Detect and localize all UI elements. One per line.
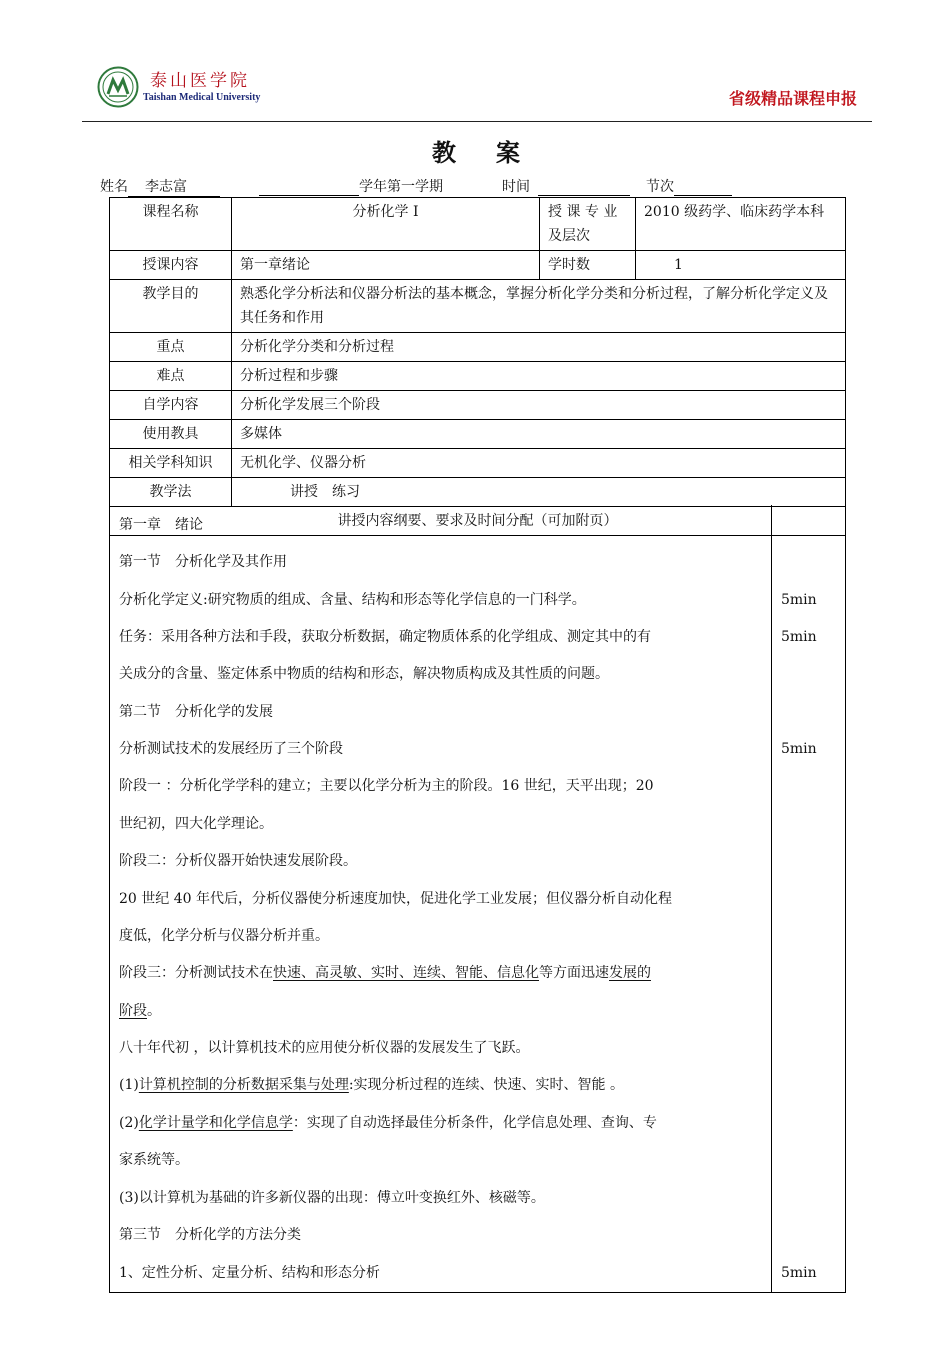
section-1-title: 第一节 分析化学及其作用 bbox=[119, 554, 287, 570]
time-column-divider bbox=[771, 505, 772, 1292]
point-1-underlined: 计算机控制的分析数据采集与处理 bbox=[138, 1077, 349, 1093]
declaration-title: 省级精品课程申报 bbox=[728, 89, 857, 108]
year-blank bbox=[259, 179, 359, 196]
name-value: 李志富 bbox=[128, 176, 220, 197]
time-allocation: 5min bbox=[781, 1265, 817, 1281]
point-2-line1 bbox=[119, 1113, 769, 1133]
stage3-underlined-stage: 阶段 bbox=[119, 1003, 147, 1019]
table-row bbox=[110, 362, 846, 391]
major-label: 授 课 专 业 及层次 bbox=[540, 198, 636, 251]
term-label: 学年第一学期 bbox=[359, 179, 443, 195]
time-field bbox=[502, 176, 630, 196]
university-logo bbox=[97, 66, 139, 108]
header-divider bbox=[82, 121, 872, 122]
stage3-line2 bbox=[119, 1001, 769, 1021]
content-value: 第一章绪论 bbox=[232, 251, 540, 280]
university-name-cn: 泰山医学院 bbox=[150, 71, 250, 91]
time-allocation: 5min bbox=[781, 629, 817, 645]
point-2-underlined: 化学计量学和化学信息学 bbox=[138, 1115, 293, 1131]
related-value: 无机化学、仪器分析 bbox=[232, 449, 846, 478]
hours-label: 学时数 bbox=[540, 251, 636, 280]
eighties-text: 八十年代初 ，以计算机技术的应用使分析仪器的发展发生了飞跃。 bbox=[119, 1040, 530, 1056]
name-field bbox=[100, 176, 220, 197]
stage3-prefix: 阶段三：分析测试技术在 bbox=[119, 965, 273, 981]
definition-text: 分析化学定义:研究物质的组成、含量、结构和形态等化学信息的一门科学。 bbox=[119, 592, 586, 608]
point-1 bbox=[119, 1075, 769, 1095]
table-row bbox=[110, 478, 846, 507]
stage3-end: 。 bbox=[147, 1003, 161, 1019]
key-value: 分析化学分类和分析过程 bbox=[232, 333, 846, 362]
related-label: 相关学科知识 bbox=[110, 449, 232, 478]
point-2-line2: 家系统等。 bbox=[119, 1152, 189, 1168]
key-label: 重点 bbox=[110, 333, 232, 362]
purpose-value: 熟悉化学分析法和仪器分析法的基本概念，掌握分析化学分类和分析过程，了解分析化学定义及其任务和作用 bbox=[232, 280, 846, 333]
session-label: 节次 bbox=[646, 179, 674, 195]
difficulty-label: 难点 bbox=[110, 362, 232, 391]
table-row bbox=[110, 449, 846, 478]
method-label: 教学法 bbox=[110, 478, 232, 507]
table-row bbox=[110, 251, 846, 280]
table-row bbox=[110, 280, 846, 333]
self-study-value: 分析化学发展三个阶段 bbox=[232, 391, 846, 420]
content-label: 授课内容 bbox=[110, 251, 232, 280]
table-row bbox=[110, 333, 846, 362]
stage1-line2: 世纪初，四大化学理论。 bbox=[119, 816, 273, 832]
stage3-middle: 等方面迅速 bbox=[539, 965, 609, 981]
tools-label: 使用教具 bbox=[110, 420, 232, 449]
point-1-text: :实现分析过程的连续、快速、实时、智能 。 bbox=[348, 1077, 625, 1093]
time-blank bbox=[538, 179, 630, 196]
table-row bbox=[110, 420, 846, 449]
tools-value: 多媒体 bbox=[232, 420, 846, 449]
task-text-line1: 任务：采用各种方法和手段，获取分析数据，确定物质体系的化学组成、测定其中的有 bbox=[119, 629, 651, 645]
time-allocation: 5min bbox=[781, 741, 817, 757]
hours-value: 1 bbox=[636, 251, 846, 280]
stage2-text: 阶段二：分析仪器开始快速发展阶段。 bbox=[119, 853, 357, 869]
stage3-underlined-development: 发展的 bbox=[609, 965, 651, 981]
time-allocation: 5min bbox=[781, 592, 817, 608]
lesson-plan-table bbox=[109, 197, 846, 536]
task-text-line2: 关成分的含量、鉴定体系中物质的结构和形态，解决物质构成及其性质的问题。 bbox=[119, 666, 609, 682]
chapter-title: 第一章 绪论 bbox=[119, 517, 203, 533]
development-text: 分析测试技术的发展经历了三个阶段 bbox=[119, 741, 343, 757]
stage2-detail-line2: 度低，化学分析与仪器分析并重。 bbox=[119, 928, 329, 944]
major-value: 2010 级药学、临床药学本科 bbox=[636, 198, 846, 251]
point-2-text: ：实现了自动选择最佳分析条件，化学信息处理、查询、专 bbox=[292, 1115, 657, 1131]
point-2-number: (2) bbox=[119, 1115, 139, 1131]
session-field bbox=[646, 176, 732, 196]
term-field bbox=[259, 176, 443, 196]
method-value: 讲授 练习 bbox=[232, 478, 846, 507]
university-name-en: Taishan Medical University bbox=[143, 92, 261, 103]
course-name-label: 课程名称 bbox=[110, 198, 232, 251]
difficulty-value: 分析过程和步骤 bbox=[232, 362, 846, 391]
stage2-detail-line1: 20 世纪 40 年代后，分析仪器使分析速度加快，促进化学工业发展；但仪器分析自动化程 bbox=[119, 891, 672, 907]
point-3: (3)以计算机为基础的许多新仪器的出现：傅立叶变换红外、核磁等。 bbox=[119, 1190, 545, 1206]
classification-1: 1、定性分析、定量分析、结构和形态分析 bbox=[119, 1265, 380, 1281]
section-2-title: 第二节 分析化学的发展 bbox=[119, 704, 273, 720]
self-study-label: 自学内容 bbox=[110, 391, 232, 420]
section-3-title: 第三节 分析化学的方法分类 bbox=[119, 1227, 301, 1243]
point-1-number: (1) bbox=[119, 1077, 139, 1093]
outline-header: 讲授内容纲要、要求及时间分配（可加附页） bbox=[110, 507, 846, 536]
stage3-underlined-traits: 快速、高灵敏、实时、连续、智能、信息化 bbox=[273, 965, 539, 981]
stage1-line1: 阶段一 ：分析化学学科的建立；主要以化学分析为主的阶段。16 世纪，天平出现；20 bbox=[119, 778, 654, 794]
table-row bbox=[110, 198, 846, 251]
time-label: 时间 bbox=[502, 179, 530, 195]
document-title: 教案 bbox=[432, 139, 560, 167]
session-blank bbox=[674, 179, 732, 196]
stage3-line1 bbox=[119, 963, 769, 983]
table-row bbox=[110, 391, 846, 420]
purpose-label: 教学目的 bbox=[110, 280, 232, 333]
name-label: 姓名 bbox=[100, 179, 128, 195]
course-name-value: 分析化学 I bbox=[232, 198, 540, 251]
